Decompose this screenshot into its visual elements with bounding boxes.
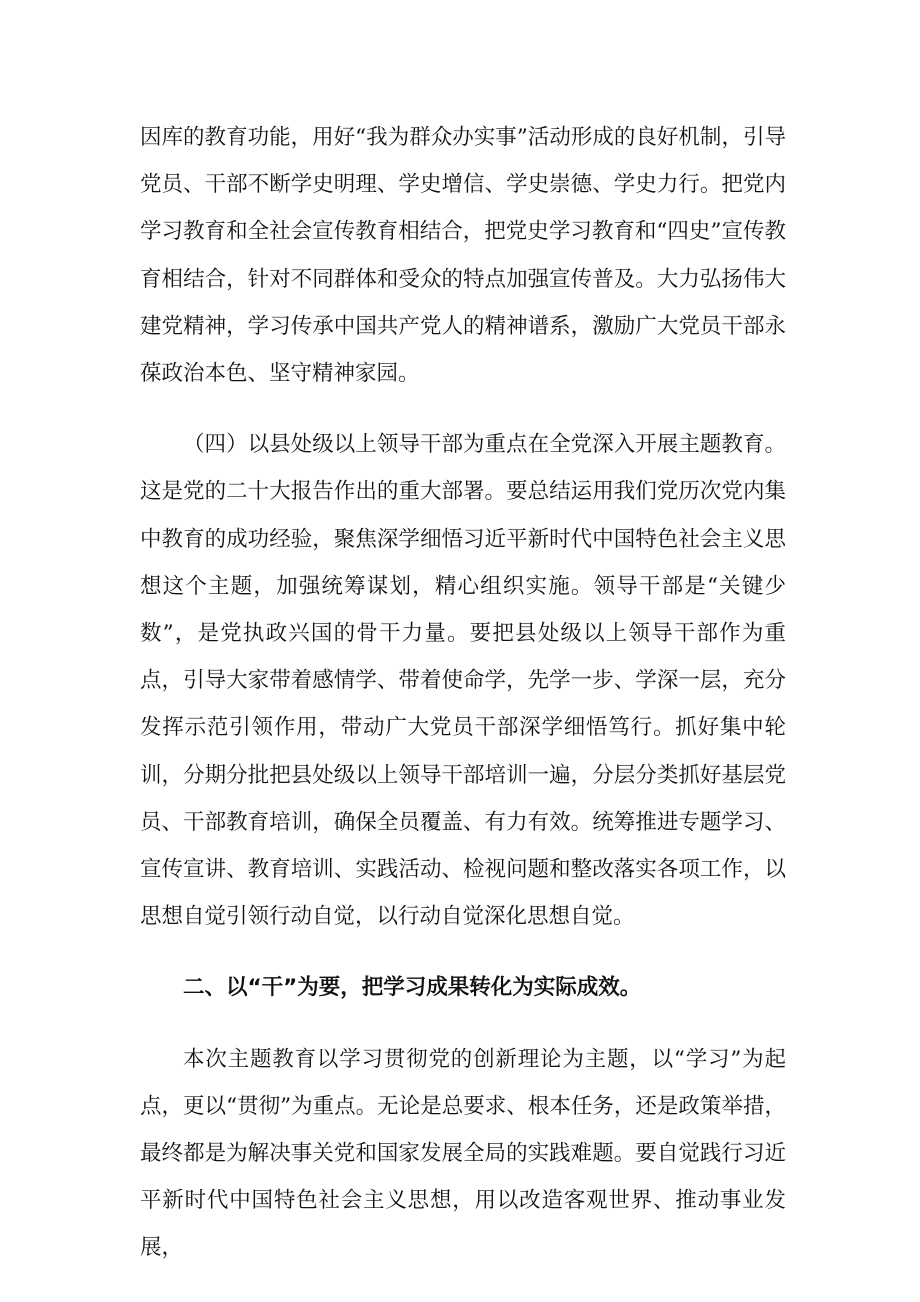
paragraph-continued: 因库的教育功能，用好“我为群众办实事”活动形成的良好机制，引导党员、干部不断学史明理、学史增信、学史崇德、学史力行。把党内学习教育和全社会宣传教育相结合，把党史学习教育和“四史”宣传教育相结合，针对不同群体和受众的特点加强宣传普及。大力弘扬伟大建党精神，学习传承中国共产党人的精神谱系，激励广大党员干部永葆政治本色、坚守精神家园。 xyxy=(140,125,786,387)
section-heading: 二、以“干”为要，把学习成果转化为实际成效。 xyxy=(183,975,642,1001)
paragraph-spacer xyxy=(140,940,786,964)
paragraph-spacer xyxy=(140,397,786,421)
document-body xyxy=(140,114,786,1272)
paragraph-spacer xyxy=(140,1012,786,1036)
paragraph-section-four: （四）以县处级以上领导干部为重点在全党深入开展主题教育。这是党的二十大报告作出的重大部署。要总结运用我们党历次党内集中教育的成功经验，聚焦深学细悟习近平新时代中国特色社会主义思想这个主题，加强统筹谋划，精心组织实施。领导干部是“关键少数”，是党执政兴国的骨干力量。要把县处级以上领导干部作为重点，引导大家带着感情学、带着使命学，先学一步、学深一层，充分发挥示范引领作用，带动广大党员干部深学细悟笃行。抓好集中轮训，分期分批把县处级以上领导干部培训一遍，分层分类抓好基层党员、干部教育培训，确保全员覆盖、有力有效。统筹推进专题学习、宣传宣讲、教育培训、实践活动、检视问题和整改落实各项工作，以思想自觉引领行动自觉，以行动自觉深化思想自觉。 xyxy=(140,432,786,930)
paragraph-body: 本次主题教育以学习贯彻党的创新理论为主题，以“学习”为起点，更以“贯彻”为重点。无论是总要求、根本任务，还是政策举措，最终都是为解决事关党和国家发展全局的实践难题。要自觉践行习近平新时代中国特色社会主义思想，用以改造客观世界、推动事业发展， xyxy=(140,1046,786,1261)
